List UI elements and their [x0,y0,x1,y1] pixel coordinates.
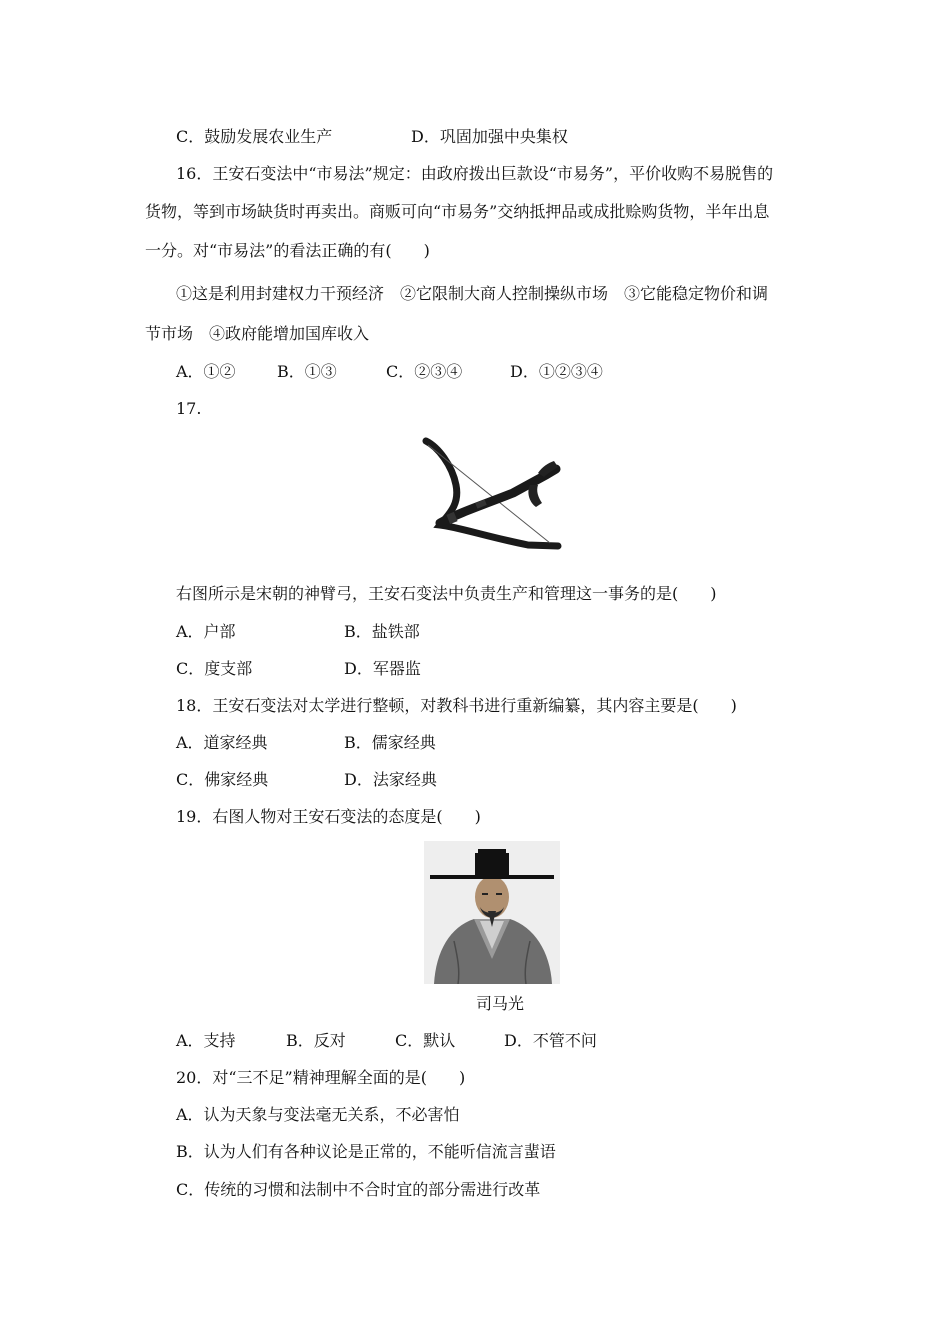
crossbow-image [418,433,568,558]
q19-option-a: A．支持 [176,1031,236,1050]
q20-stem: 20．对“三不足”精神理解全面的是( ) [176,1068,466,1087]
portrait-caption: 司马光 [476,994,525,1013]
q16-option-d: D．①②③④ [510,362,603,381]
q16-statement-line2: 节市场 ④政府能增加国库收入 [145,324,370,343]
q16-stem-line1: 16．王安石变法中“市易法”规定：由政府拨出巨款设“市易务”，平价收购不易脱售的 [176,164,774,183]
q20-option-a: A．认为天象与变法毫无关系，不必害怕 [176,1105,460,1124]
q15-option-c: C．鼓励发展农业生产 [176,127,333,146]
q18-option-a: A．道家经典 [176,733,268,752]
q18-option-b: B．儒家经典 [344,733,436,752]
q15-option-d: D．巩固加强中央集权 [411,127,568,146]
q16-stem-line3: 一分。对“市易法”的看法正确的有( ) [145,241,430,260]
sima-guang-portrait [424,841,560,984]
q20-option-b: B．认为人们有各种议论是正常的，不能听信流言蜚语 [176,1142,556,1161]
q20-option-c: C．传统的习惯和法制中不合时宜的部分需进行改革 [176,1180,541,1199]
portrait-icon [424,841,560,984]
q17-number: 17. [176,399,202,418]
q17-option-c: C．度支部 [176,659,253,678]
q18-stem: 18．王安石变法对太学进行整顿，对教科书进行重新编纂，其内容主要是( ) [176,696,737,715]
q16-statement-line1: ①这是利用封建权力干预经济 ②它限制大商人控制操纵市场 ③它能稳定物价和调 [176,284,769,303]
q17-option-d: D．军器监 [344,659,421,678]
q17-option-b: B．盐铁部 [344,622,420,641]
q19-option-b: B．反对 [286,1031,346,1050]
q17-option-a: A．户部 [176,622,236,641]
q16-stem-line2: 货物，等到市场缺货时再卖出。商贩可向“市易务”交纳抵押品或成批赊购货物，半年出息 [145,202,770,221]
crossbow-icon [418,433,568,558]
q19-option-d: D．不管不问 [504,1031,597,1050]
q16-option-c: C．②③④ [386,362,463,381]
q19-option-c: C．默认 [395,1031,456,1050]
q17-stem: 右图所示是宋朝的神臂弓，王安石变法中负责生产和管理这一事务的是( ) [176,584,717,603]
q19-stem: 19．右图人物对王安石变法的态度是( ) [176,807,481,826]
q18-option-d: D．法家经典 [344,770,437,789]
q16-option-a: A．①② [176,362,236,381]
q18-option-c: C．佛家经典 [176,770,269,789]
q16-option-b: B．①③ [277,362,337,381]
